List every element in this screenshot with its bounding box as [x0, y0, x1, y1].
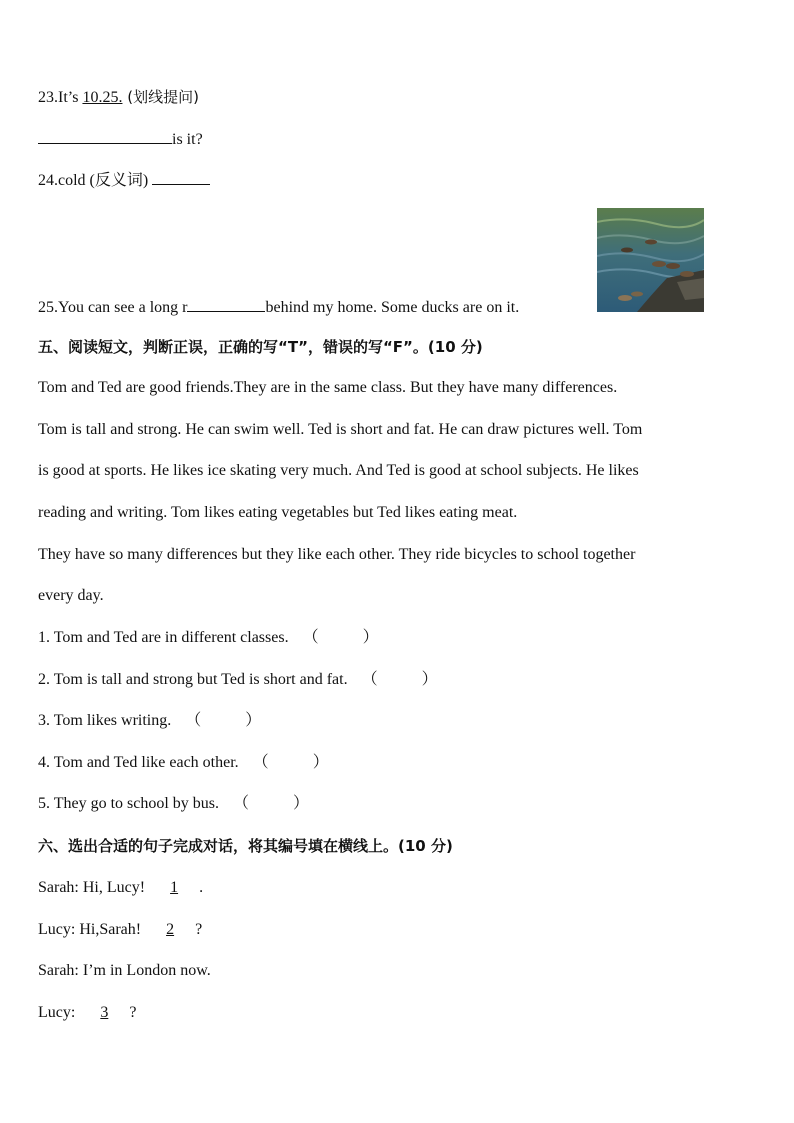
- q23-answer-suffix: is it?: [172, 131, 203, 148]
- q25-prefix: 25.You can see a long r: [38, 299, 188, 316]
- passage-line: is good at sports. He likes ice skating very much. And Ted is good at school subjects. He likes: [38, 462, 639, 479]
- dialogue-end-punct: ?: [129, 1004, 137, 1021]
- answer-paren-close: ）: [421, 671, 438, 688]
- tf-question-2: [38, 670, 438, 690]
- answer-paren-open: （: [302, 629, 319, 646]
- answer-paren-open: （: [233, 795, 250, 812]
- dialogue-blank-3[interactable]: 3: [100, 1004, 109, 1021]
- answer-paren-open: （: [361, 671, 378, 688]
- q25-answer-blank[interactable]: [187, 297, 265, 312]
- q23-underlined-answer: 10.25.: [82, 89, 123, 106]
- section-5-heading: 五、阅读短文，判断正误，正确的写“T”，错误的写“F”。(10 分): [38, 338, 483, 356]
- passage-line: Tom is tall and strong. He can swim well. Ted is short and fat. He can draw pictures well. Tom: [38, 421, 643, 438]
- answer-paren-open: （: [252, 754, 269, 771]
- answer-paren-close: ）: [312, 754, 329, 771]
- passage-line: Tom and Ted are good friends.They are in the same class. But they have many differences.: [38, 379, 618, 396]
- tf-question-5: [38, 794, 309, 814]
- q23-prefix: 23.It’s: [38, 89, 83, 106]
- passage-line: every day.: [38, 587, 104, 604]
- tf-question-text: 5. They go to school by bus.: [38, 795, 220, 812]
- answer-paren-close: ）: [293, 795, 310, 812]
- question-23: [38, 87, 199, 108]
- q24-answer-blank[interactable]: [152, 170, 210, 185]
- dialogue-text: Lucy: Hi,Sarah!: [38, 921, 146, 938]
- passage-line: They have so many differences but they like each other. They ride bicycles to school together: [38, 546, 636, 563]
- tf-question-text: 3. Tom likes writing.: [38, 712, 172, 729]
- passage-line: reading and writing. Tom likes eating vegetables but Ted likes eating meat.: [38, 504, 518, 521]
- answer-paren-close: ）: [245, 712, 262, 729]
- tf-question-3: [38, 711, 261, 731]
- dialogue-text: Sarah: Hi, Lucy!: [38, 879, 150, 896]
- question-24: [38, 170, 210, 191]
- tf-question-text: 2. Tom is tall and strong but Ted is short and fat.: [38, 671, 348, 688]
- tf-question-1: [38, 628, 379, 648]
- tf-question-text: 4. Tom and Ted like each other.: [38, 754, 239, 771]
- question-25: [38, 297, 519, 318]
- dialogue-blank-2[interactable]: 2: [166, 921, 175, 938]
- q23-instruction: (划线提问): [122, 88, 199, 106]
- dialogue-end-punct: .: [199, 879, 204, 896]
- question-23-answer-line: [38, 129, 203, 150]
- dialogue-line-3: [38, 961, 211, 981]
- dialogue-line-2: [38, 920, 202, 940]
- tf-question-text: 1. Tom and Ted are in different classes.: [38, 629, 289, 646]
- dialogue-blank-1[interactable]: 1: [170, 879, 179, 896]
- pond-ducks-photo: [597, 208, 704, 312]
- dialogue-line-4: [38, 1003, 136, 1023]
- tf-question-4: [38, 753, 329, 773]
- section-6-heading: 六、选出合适的句子完成对话，将其编号填在横线上。(10 分): [38, 837, 453, 855]
- dialogue-end-punct: ?: [195, 921, 203, 938]
- q23-answer-blank[interactable]: [38, 129, 172, 144]
- dialogue-text: Lucy:: [38, 1004, 80, 1021]
- q24-prefix: 24.cold (反义词): [38, 172, 153, 189]
- q25-suffix: behind my home. Some ducks are on it.: [265, 299, 520, 316]
- answer-paren-open: （: [185, 712, 202, 729]
- dialogue-line-1: [38, 878, 203, 898]
- dialogue-text: Sarah: I’m in London now.: [38, 962, 211, 979]
- answer-paren-close: ）: [362, 629, 379, 646]
